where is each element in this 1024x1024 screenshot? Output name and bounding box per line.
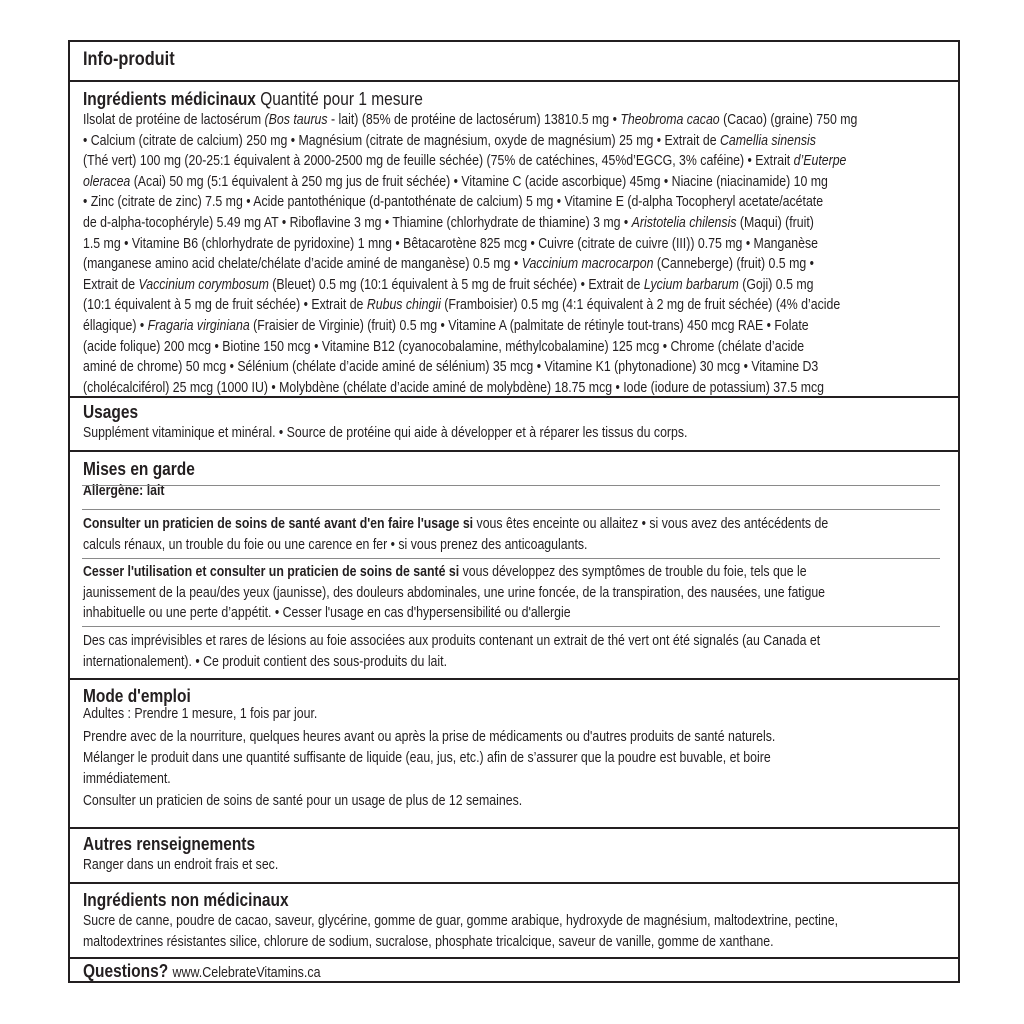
latin-name: Camellia sinensis — [719, 132, 816, 149]
thin-divider — [82, 509, 940, 510]
ingredient-text: Extrait de — [83, 276, 139, 293]
ingredient-text: (Maqui) (fruit) — [736, 214, 814, 231]
questions-section — [70, 960, 958, 983]
ingredient-text: (Framboisier) 0.5 mg (4:1 équivalent à 2 mg de fruit séchée) (4% d’acide — [440, 297, 841, 314]
website-link[interactable]: www.CelebrateVitamins.ca — [172, 965, 321, 981]
consult-line-1 — [83, 514, 829, 535]
rare-line-1: Des cas imprévisibles et rares de lésions au foie associées aux produits contenant un extrait de thé vert ont été signalés (au Canada et — [83, 633, 821, 649]
ingredient-text: (Fraisier de Virginie) (fruit) 0.5 mg • Vitamine A (palmitate de rétinyle tout-trans) 450 mcg RAE • Folate — [249, 317, 809, 334]
rare-warning — [70, 631, 958, 672]
ingredient-text: (cholécalciférol) 25 mcg (1000 IU) • Molybdène (chélate d’acide aminé de molybdène) 18.75 mcg • Iode (iodure de potassium) 37.5 mcg — [83, 379, 824, 396]
medicinal-ingredients-list — [83, 110, 944, 398]
ingredient-text: (Canneberge) (fruit) 0.5 mg • — [653, 256, 814, 273]
divider — [70, 827, 958, 829]
latin-name: Vaccinium macrocarpon — [521, 256, 654, 273]
latin-name: Rubus chingii — [366, 297, 441, 314]
medicinal-line — [83, 316, 815, 337]
latin-name: Theobroma cacao — [620, 112, 720, 128]
usages-section — [70, 401, 958, 444]
stop-bold: Cesser l'utilisation et consulter un praticien de soins de santé si — [83, 564, 460, 580]
directions-heading: Mode d'emploi — [83, 686, 191, 706]
medicinal-line — [83, 213, 815, 234]
consult-rest: vous êtes enceinte ou allaitez • si vous avez des antécédents de — [473, 516, 829, 532]
divider — [70, 678, 958, 680]
warnings-heading: Mises en garde — [83, 459, 195, 479]
consult-bold: Consulter un praticien de soins de santé avant d'en faire l'usage si — [83, 516, 474, 532]
ingredient-text: • Calcium (citrate de calcium) 250 mg • Magnésium (citrate de magnésium, oxyde de magnésium) 25 mg • Extrait de — [83, 132, 720, 149]
medicinal-line — [83, 172, 828, 193]
medicinal-line — [83, 357, 819, 378]
latin-name: oleracea — [83, 173, 131, 190]
thin-divider — [82, 485, 940, 486]
title-section — [70, 48, 958, 72]
stop-rest: vous développez des symptômes de trouble du foie, tels que le — [459, 564, 807, 580]
divider — [70, 450, 958, 452]
medicinal-line — [83, 192, 824, 213]
ingredient-text: (manganese amino acid chelate/chélate d’acide aminé de manganèse) 0.5 mg • — [83, 256, 522, 273]
stop-line-3: inhabituelle ou une perte d’appétit. • Cesser l'usage en cas d'hypersensibilité ou d'allergie — [83, 605, 571, 622]
ingredient-text: • Zinc (citrate de zinc) 7.5 mg • Acide pantothénique (d-pantothénate de calcium) 5 mg • Vitamine E (d-alpha Tocopheryl acetate/acétate — [83, 194, 824, 211]
ingredient-text: (10:1 équivalent à 5 mg de fruit séchée) • Extrait de — [83, 297, 367, 314]
nonmedicinal-heading: Ingrédients non médicinaux — [83, 890, 289, 910]
divider — [70, 882, 958, 884]
medicinal-line — [83, 275, 815, 296]
directions-line-1: Adultes : Prendre 1 mesure, 1 fois par jour. — [83, 706, 318, 722]
medicinal-line — [83, 295, 841, 316]
ingredient-text: de d-alpha-tocophéryle) 5.49 mg AT • Riboflavine 3 mg • Thiamine (chlorhydrate de thiamine) 3 mg • — [83, 214, 632, 231]
ingredient-text: (Bleuet) 0.5 mg (10:1 équivalent à 5 mg de fruit séchée) • Extrait de — [268, 276, 644, 293]
nonmedicinal-line-2: maltodextrines résistantes silice, chlorure de sodium, sucralose, phosphate tricalcique, saveur de vanille, gomme de xanthane. — [83, 933, 774, 950]
usages-text: Supplément vitaminique et minéral. • Source de protéine qui aide à développer et à réparer les tissus du corps. — [83, 425, 688, 441]
directions-section — [70, 685, 958, 812]
medicinal-line — [83, 131, 815, 152]
ingredient-text: (Goji) 0.5 mg — [738, 276, 814, 293]
latin-name: Lycium barbarum — [643, 276, 739, 293]
product-info-panel — [68, 40, 960, 983]
ingredient-text: aminé de chrome) 50 mcg • Sélénium (chélate d’acide aminé de sélénium) 35 mcg • Vitamine K1 (phytonadione) 30 mcg • Vitamine D3 — [83, 359, 819, 376]
medicinal-section — [70, 88, 958, 398]
ingredient-text: (Acai) 50 mg (5:1 équivalent à 250 mg jus de fruit séchée) • Vitamine C (acide ascorbique) 45mg • Niacine (niacinamide) 10 mg — [130, 173, 828, 190]
allergen-label: Allergène: lait — [83, 483, 165, 499]
questions-label: Questions? — [83, 961, 169, 981]
ingredient-text: éllagique) • — [83, 317, 148, 334]
directions-line-3b: immédiatement. — [83, 770, 171, 787]
questions-row — [83, 960, 823, 983]
ingredient-text: (Thé vert) 100 mg (20-25:1 équivalent à 2000-2500 mg de feuille séchée) (75% de catéchines, 45%d’EGCG, 3% caféine) • Extrait — [83, 153, 794, 170]
directions-line-2: Prendre avec de la nourriture, quelques heures avant ou après la prise de médicaments ou d'autres produits de santé naturels. — [83, 728, 776, 745]
stop-warning — [70, 562, 958, 624]
ingredient-text: (acide folique) 200 mcg • Biotine 150 mcg • Vitamine B12 (cyanocobalamine, méthylcobalamine) 125 mcg • Chrome (chélate d’acide — [83, 338, 805, 355]
ingredient-text: - lait) (85% de protéine de lactosérum) 13810.5 mg • — [327, 112, 621, 128]
medicinal-line — [83, 234, 818, 255]
warnings-section — [70, 458, 958, 502]
consult-line-2: calculs rénaux, un trouble du foie ou une carence en fer • si vous prenez des anticoagulants. — [83, 536, 588, 553]
medicinal-line — [83, 337, 815, 358]
latin-name: d’Euterpe — [793, 153, 847, 170]
medicinal-line — [83, 151, 847, 172]
other-section — [70, 833, 958, 876]
usages-heading: Usages — [83, 402, 139, 422]
nonmedicinal-line-1: Sucre de canne, poudre de cacao, saveur, glycérine, gomme de guar, gomme arabique, hydroxyde de magnésium, maltodextrine, pectine, — [83, 913, 839, 929]
thin-divider — [82, 558, 940, 559]
medicinal-line — [83, 110, 858, 131]
latin-name: Aristotelia chilensis — [631, 214, 737, 231]
latin-name: Fragaria virginiana — [147, 317, 250, 334]
ingredient-text: 1.5 mg • Vitamine B6 (chlorhydrate de pyridoxine) 1 mng • Bêtacarotène 825 mcg • Cuivre (citrate de cuivre (III)) 0.75 mg • Manganèse — [83, 235, 818, 252]
rare-line-2: internationalement). • Ce produit contient des sous-produits du lait. — [83, 653, 447, 670]
latin-name: Vaccinium corymbosum — [138, 276, 269, 293]
stop-line-2: jaunissement de la peau/des yeux (jaunisse), des douleurs abdominales, une urine foncée, de la transpiration, des nausées, une fatigue — [83, 584, 826, 601]
latin-name: (Bos taurus — [264, 112, 328, 128]
medicinal-line — [83, 254, 815, 275]
nonmedicinal-section — [70, 889, 958, 952]
panel-title: Info-produit — [83, 49, 175, 70]
directions-line-3a: Mélanger le produit dans une quantité suffisante de liquide (eau, jus, etc.) afin de s’assurer que la poudre est buvable, et boire — [83, 750, 771, 767]
divider — [70, 396, 958, 398]
other-text: Ranger dans un endroit frais et sec. — [83, 857, 279, 873]
thin-divider — [82, 626, 940, 627]
medicinal-heading: Ingrédients médicinaux — [83, 89, 256, 109]
divider — [70, 957, 958, 959]
divider — [70, 80, 958, 82]
medicinal-heading-row — [83, 88, 823, 110]
stop-line-1 — [83, 562, 815, 583]
medicinal-subheading: Quantité pour 1 mesure — [260, 89, 423, 109]
ingredient-text: (Cacao) (graine) 750 mg — [719, 112, 858, 128]
directions-line-4: Consulter un praticien de soins de santé pour un usage de plus de 12 semaines. — [83, 793, 523, 810]
consult-warning — [70, 514, 958, 555]
ingredient-text: Ilsolat de protéine de lactosérum — [83, 112, 265, 128]
other-heading: Autres renseignements — [83, 834, 256, 854]
